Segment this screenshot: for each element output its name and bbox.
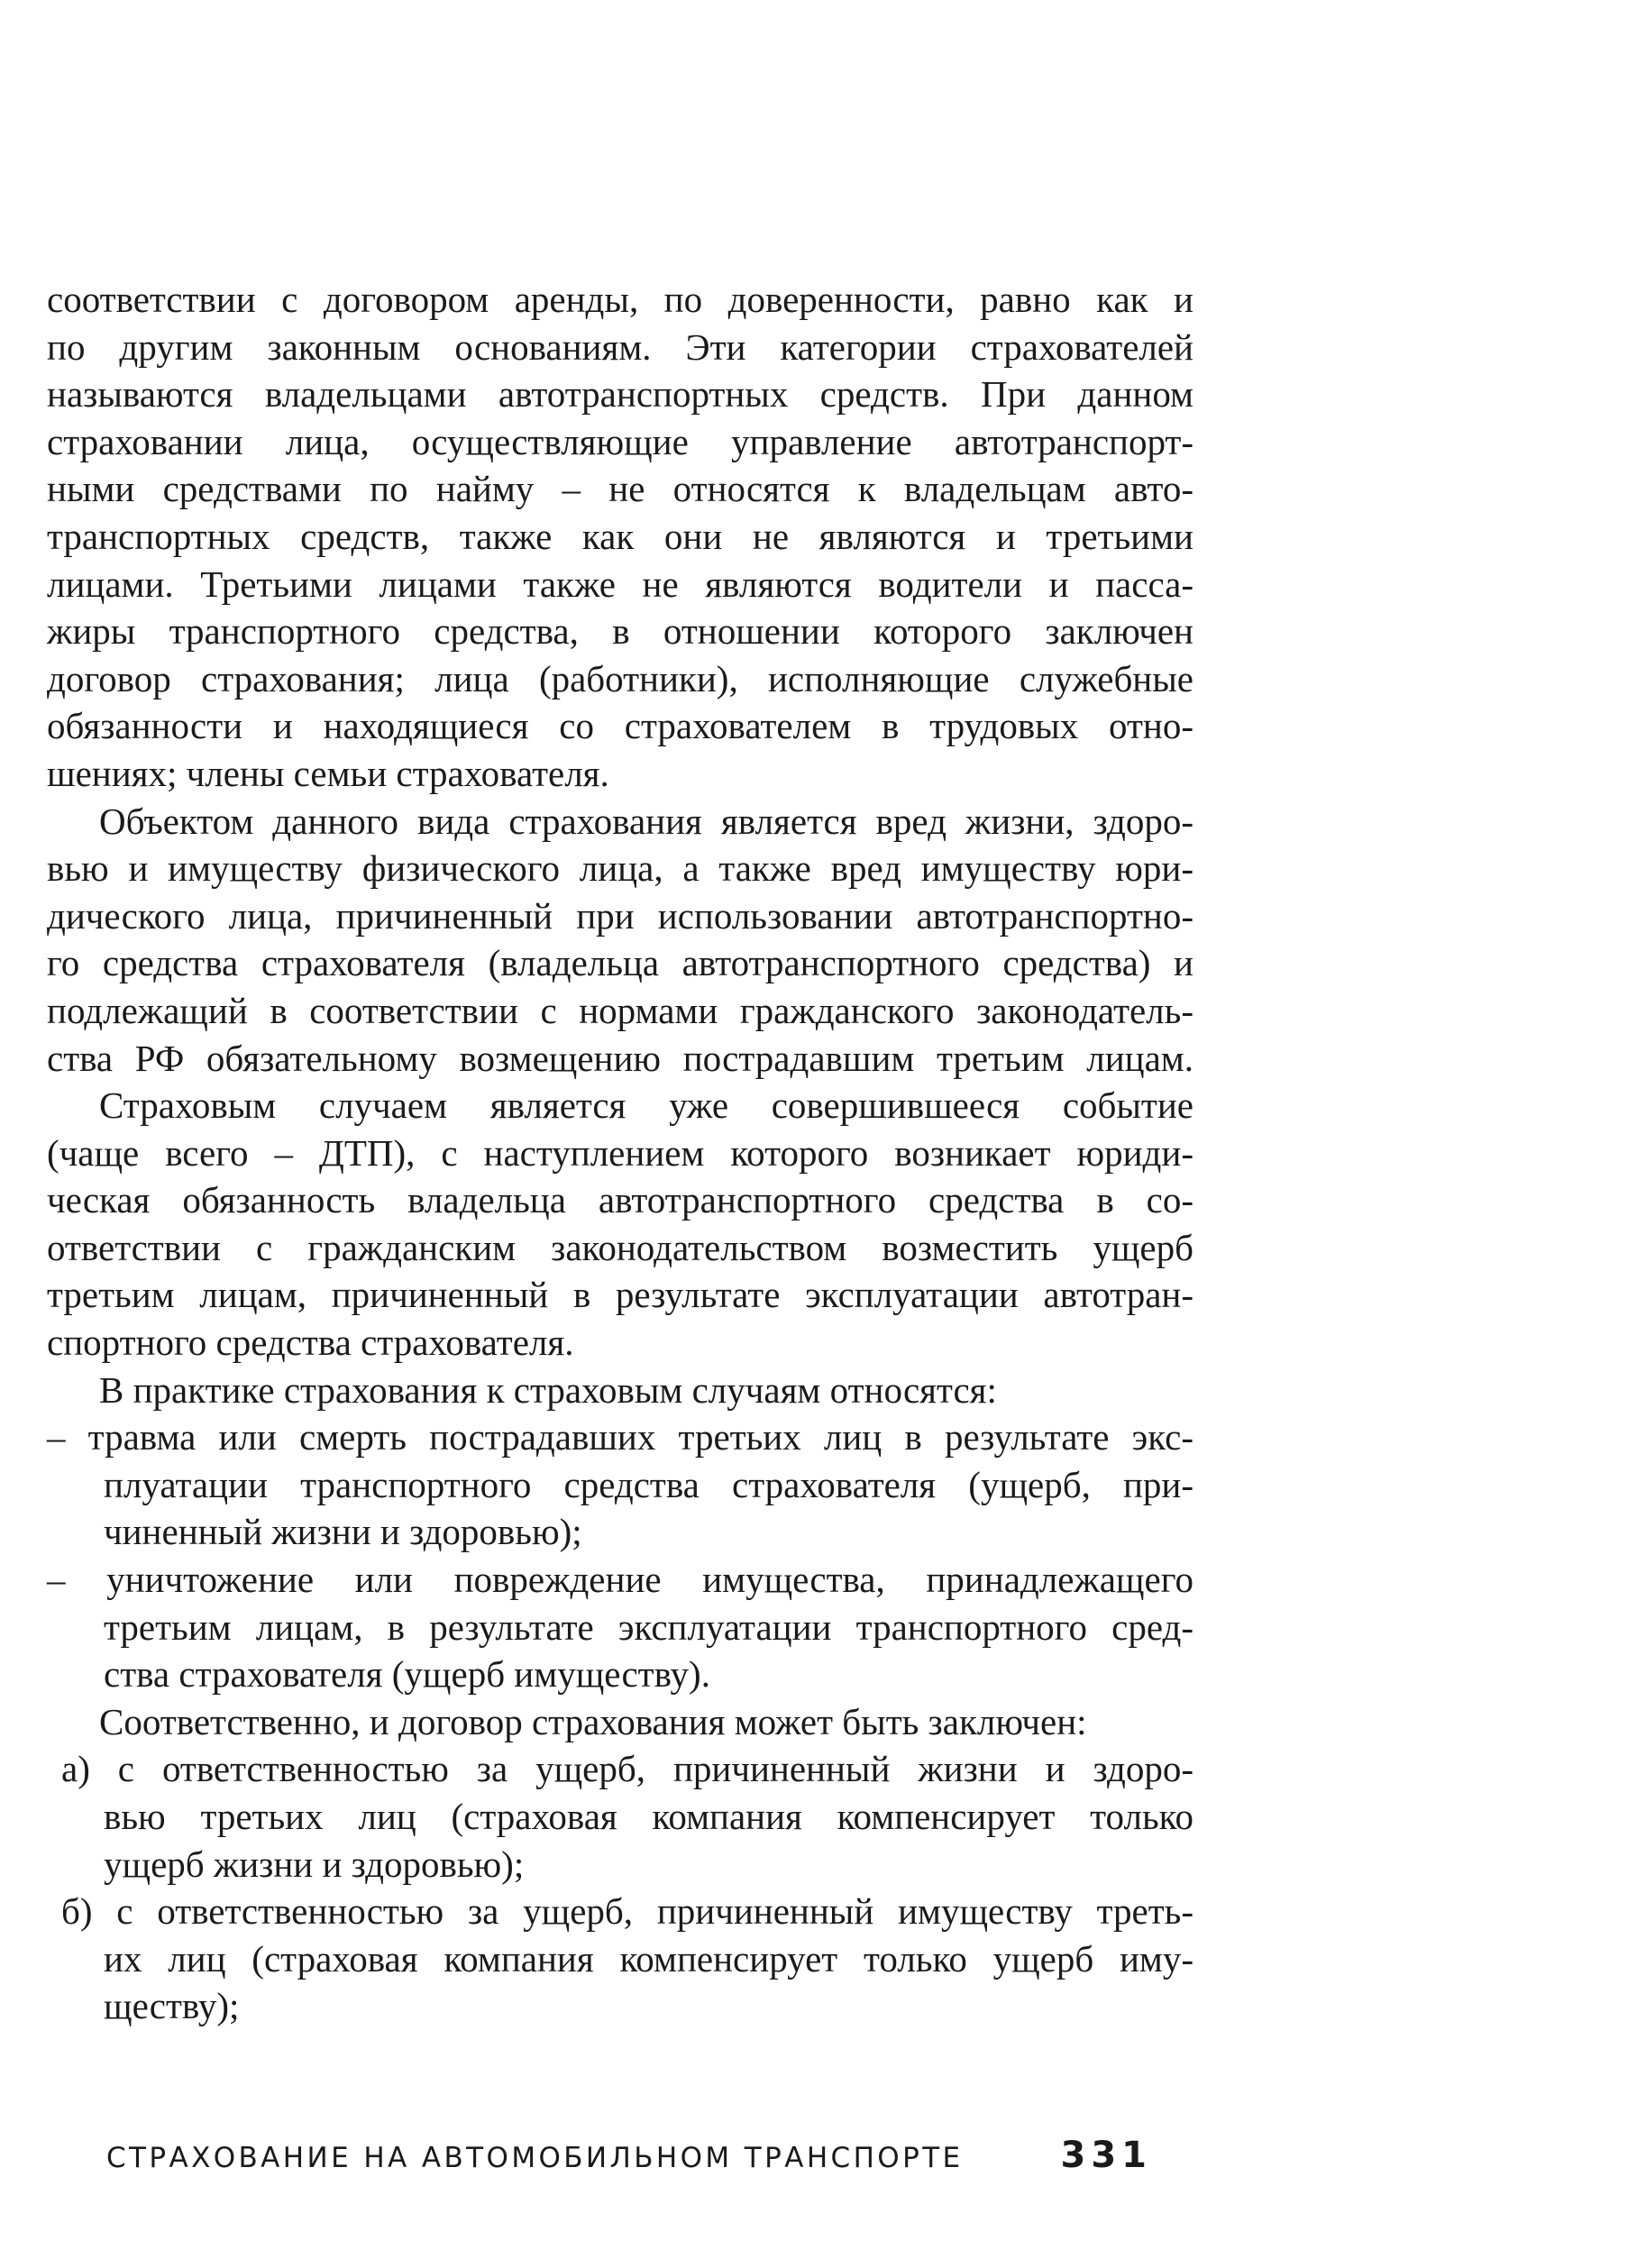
text-line: спортного средства страхователя. [47,1321,574,1364]
text-line: – травма или смерть пострадавших третьих лиц в результате экс- [47,1416,1193,1459]
text-line: договор страхования; лица (работники), исполняющие служебные [47,657,1193,700]
text-line: обязанности и находящиеся со страхователем в трудовых отно- [47,705,1193,747]
text-line: транспортных средств, также как они не являются и третьими [47,515,1193,557]
text-line: (чаще всего – ДТП), с наступлением которого возникает юриди- [47,1131,1193,1174]
text-line: третьим лицам, в результате эксплуатации транспортного сред- [104,1605,1193,1648]
text-line: чиненный жизни и здоровью); [104,1511,582,1553]
text-line: третьим лицам, причиненный в результате эксплуатации автотран- [47,1274,1193,1316]
body-text [47,276,1193,2030]
text-line: Объектом данного вида страхования является вред жизни, здоро- [99,800,1193,842]
text-line: Страховым случаем является уже совершившееся событие [99,1084,1193,1127]
text-line: ными средствами по найму – не относятся к владельцам авто- [47,468,1193,510]
text-line: – уничтожение или повреждение имущества, принадлежащего [47,1559,1193,1601]
text-line: го средства страхователя (владельца автотранспортного средства) и [47,942,1193,984]
text-line: жиры транспортного средства, в отношении которого заключен [47,610,1193,653]
text-line: Соответственно, и договор страхования может быть заключен: [99,1700,1087,1742]
text-line: соответствии с договором аренды, по доверенности, равно как и [47,279,1193,320]
text-line: дического лица, причиненный при использовании автотранспортно- [47,894,1193,937]
text-line: шениях; члены семьи страхователя. [47,752,609,794]
page-number: 331 [1060,2135,1152,2176]
text-line: ществу); [104,1985,240,2027]
text-line: ческая обязанность владельца автотранспортного средства в со- [47,1179,1193,1221]
text-line: ства страхователя (ущерб имуществу). [104,1653,710,1696]
text-line: В практике страхования к страховым случаям относятся: [99,1368,997,1411]
text-line: вью и имуществу физического лица, а также вред имуществу юри- [47,847,1193,890]
text-line: подлежащий в соответствии с нормами гражданского законодатель- [47,989,1193,1031]
text-line: ответствии с гражданским законодательством возместить ущерб [47,1226,1193,1268]
text-line: плуатации транспортного средства страхователя (ущерб, при- [104,1463,1193,1505]
text-line: называются владельцами автотранспортных средств. При данном [47,373,1193,416]
text-line: а) с ответственностью за ущерб, причиненный жизни и здоро- [61,1748,1193,1790]
running-head: СТРАХОВАНИЕ НА АВТОМОБИЛЬНОМ ТРАНСПОРТЕ [106,2142,964,2174]
text-line: б) с ответственностью за ущерб, причиненный имуществу треть- [61,1890,1193,1933]
text-line: ства РФ обязательному возмещению пострадавшим третьим лицам. [47,1037,1193,1079]
text-line: ущерб жизни и здоровью); [104,1843,525,1885]
text-line: страховании лица, осуществляющие управление автотранспорт- [47,420,1193,462]
text-line: по другим законным основаниям. Эти категории страхователей [47,325,1193,368]
text-line: их лиц (страховая компания компенсирует только ущерб иму- [104,1937,1193,1980]
text-line: вью третьих лиц (страховая компания компенсирует только [104,1796,1193,1837]
text-line: лицами. Третьими лицами также не являются водители и пасса- [47,562,1193,605]
page-footer [106,2135,1152,2189]
